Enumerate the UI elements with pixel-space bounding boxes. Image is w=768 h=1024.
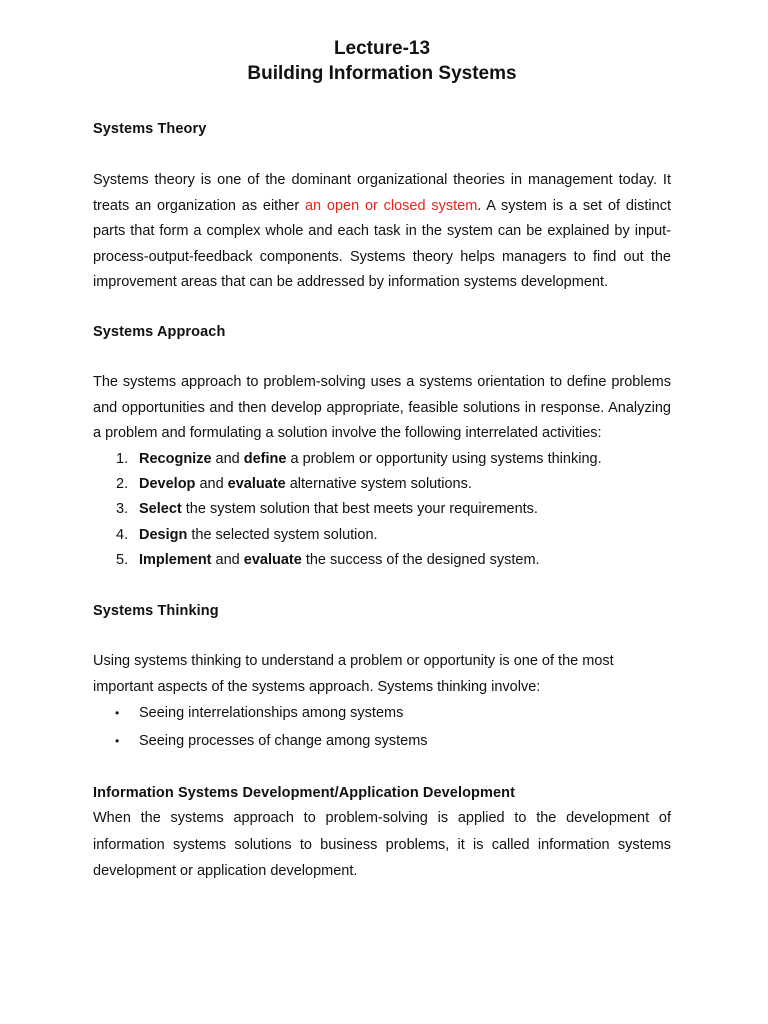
is-development-heading: Information Systems Development/Application Development <box>93 785 516 802</box>
step-text: alternative system solutions. <box>285 476 472 493</box>
list-item <box>93 700 671 728</box>
step-keyword: Develop <box>139 476 196 493</box>
lecture-main-title: Building Information Systems <box>247 63 517 84</box>
activities-list <box>93 447 671 573</box>
step-text: the selected system solution. <box>187 526 378 543</box>
systems-thinking-line-2: important aspects of the systems approach. Systems thinking involve: <box>93 678 541 695</box>
step-text: the success of the designed system. <box>301 551 540 568</box>
list-number: 2. <box>116 476 129 493</box>
step-keyword: Select <box>139 501 182 518</box>
list-number: 3. <box>116 501 129 518</box>
document-page <box>93 36 671 885</box>
lecture-number-title: Lecture-13 <box>333 38 431 59</box>
systems-thinking-list <box>93 700 671 755</box>
step-text: a problem or opportunity using systems thinking. <box>286 450 602 467</box>
step-keyword: Recognize <box>139 450 212 467</box>
systems-thinking-paragraph <box>93 649 671 700</box>
bullet-text: Seeing interrelationships among systems <box>139 705 404 722</box>
list-number: 1. <box>116 450 129 467</box>
bullet-icon: • <box>115 706 120 721</box>
step-keyword: define <box>243 450 287 467</box>
step-keyword: Implement <box>139 551 212 568</box>
systems-theory-text-after: . A system is a set of distinct parts that form a complex whole and each task in the system can be explained by input-process-output-feedback components. Systems theory helps managers to find out the improvement areas that can be addressed by information systems development. <box>93 197 671 291</box>
systems-theory-text-before: Systems theory is one of the dominant organizational theories in management today. It treats an organization as either <box>93 172 671 214</box>
step-keyword: evaluate <box>227 476 286 493</box>
list-number: 4. <box>116 526 129 543</box>
list-item <box>93 472 671 497</box>
systems-theory-paragraph <box>93 168 671 296</box>
list-item <box>93 523 671 548</box>
systems-theory-heading: Systems Theory <box>93 121 207 137</box>
systems-approach-paragraph: The systems approach to problem-solving uses a systems orientation to define problems and opportunities and then develop appropriate, feasible solutions in response. Analyzing a problem and formulating a solution involve the following interrelated activities: <box>93 373 671 442</box>
list-item <box>93 447 671 472</box>
is-development-paragraph: When the systems approach to problem-solving is applied to the development of information systems solutions to business problems, it is called information systems development or application development. <box>93 810 671 880</box>
step-connector: and <box>211 450 244 467</box>
list-number: 5. <box>116 551 129 568</box>
systems-approach-heading: Systems Approach <box>93 323 226 340</box>
step-keyword: Design <box>139 526 188 543</box>
systems-thinking-line-1: Using systems thinking to understand a problem or opportunity is one of the most <box>93 653 614 670</box>
list-item <box>93 497 671 522</box>
step-keyword: evaluate <box>243 551 302 568</box>
systems-thinking-heading: Systems Thinking <box>93 603 219 620</box>
list-item <box>93 728 671 756</box>
list-item <box>93 548 671 573</box>
open-closed-system-highlight: an open or closed system <box>304 197 478 214</box>
step-connector: and <box>211 551 244 568</box>
bullet-icon: • <box>115 733 120 748</box>
step-text: the system solution that best meets your requirements. <box>181 501 538 518</box>
step-connector: and <box>195 476 228 493</box>
bullet-text: Seeing processes of change among systems <box>139 732 428 749</box>
